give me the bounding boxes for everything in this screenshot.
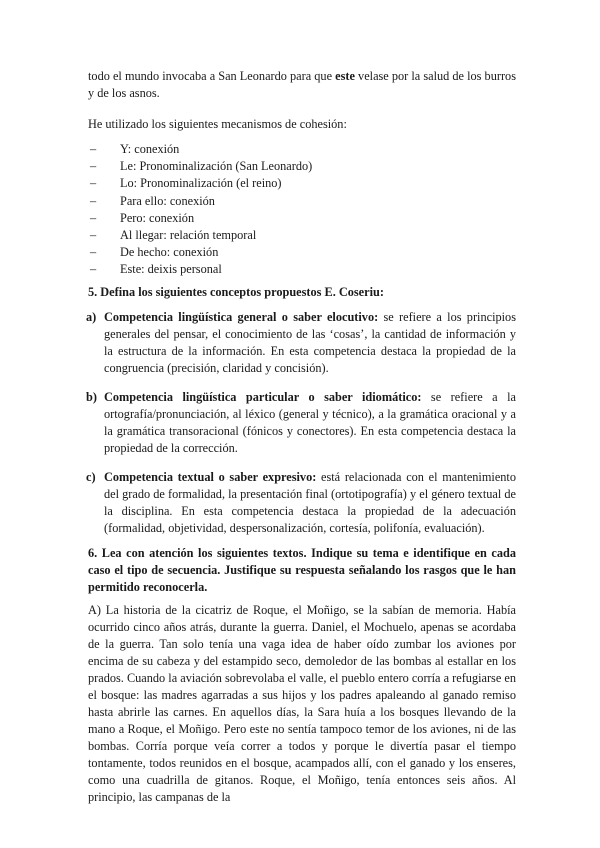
list-item [88, 158, 516, 175]
item-marker: b) [86, 390, 97, 404]
list-item [88, 141, 516, 158]
mechanisms-list [88, 141, 516, 279]
list-item [88, 227, 516, 244]
definition-text: se refiere a la ortografía/pronunciación, al léxico (general y técnico), a la gramática oracional y a la gramática transoracional (fónicos y conectores). En esta competencia destaca la propiedad de la corrección. [104, 390, 516, 455]
definition-item-b [86, 389, 516, 457]
dash-bullet: – [90, 210, 97, 225]
list-item-text: Pero: conexión [120, 210, 195, 225]
intro-text-end: velase por la salud de los burros y de los asnos. [88, 69, 516, 100]
mechanisms-intro: He utilizado los siguientes mecanismos de cohesión: [88, 117, 347, 131]
dash-bullet: – [90, 227, 97, 242]
list-item-text: Lo: Pronominalización (el reino) [120, 176, 282, 191]
dash-bullet: – [90, 262, 97, 277]
dash-bullet: – [90, 193, 97, 208]
list-item-text: Para ello: conexión [120, 193, 215, 208]
list-item-text: Le: Pronominalización (San Leonardo) [120, 159, 313, 174]
definition-item-c [86, 469, 516, 537]
definition-term: Competencia lingüística particular o saber idiomático: [104, 390, 422, 404]
dash-bullet: – [90, 142, 97, 156]
list-item-text: Al llegar: relación temporal [120, 227, 257, 242]
question-5-heading: 5. Defina los siguientes conceptos propuestos E. Coseriu: [88, 285, 384, 299]
dash-bullet: – [90, 245, 97, 260]
list-item [88, 210, 516, 227]
list-item-text: Este: deixis personal [120, 262, 222, 277]
list-item [88, 175, 516, 192]
item-marker: a) [86, 310, 97, 324]
list-item-text: Y: conexión [120, 142, 180, 156]
intro-text-start: todo el mundo invocaba a San Leonardo para que [88, 69, 336, 83]
definition-item-a [86, 309, 516, 377]
list-item [88, 261, 516, 278]
list-item [88, 244, 516, 261]
definition-term: Competencia textual o saber expresivo: [104, 470, 317, 484]
definition-term: Competencia lingüística general o saber elocutivo: [104, 310, 379, 324]
list-item [88, 193, 516, 210]
intro-emphasis: este [335, 69, 355, 83]
intro-paragraph [88, 68, 516, 102]
dash-bullet: – [90, 159, 97, 174]
item-marker: c) [86, 470, 96, 484]
definition-text: está relacionada con el mantenimiento del grado de formalidad, la presentación final (ortotipografía) y el género textual de la disciplina. En esta competencia destaca la propiedad de la adecuación (formalidad, objetividad, despersonalización, cortesía, polifonía, evaluación). [104, 470, 516, 535]
dash-bullet: – [90, 176, 97, 191]
question-6-heading: 6. Lea con atención los siguientes textos. Indique su tema e identifique en cada caso el tipo de secuencia. Justifique su respuesta señalando los rasgos que le han permitido reconocerla. [88, 546, 516, 594]
list-item-text: De hecho: conexión [120, 245, 219, 260]
text-a-paragraph: A) La historia de la cicatriz de Roque, el Moñigo, se la sabían de memoria. Había ocurrido cinco años atrás, durante la guerra. Daniel, el Mochuelo, apenas se acordaba de la guerra. Tan solo tenía una vaga idea de haber oído zumbar los aviones por encima de su cabeza y del estampido seco, demoledor de las bombas al estallar en los prados. Cuando la aviación sobrevolaba el valle, el pueblo entero corría a refugiarse en el bosque: las madres agarradas a sus hijos y los padres apaleando al ganado remiso hasta abrirle las carnes. En aquellos días, la Sara huía a los bosques llevando de la mano a Roque, el Moñigo. Pero este no sentía tampoco temor de los aviones, ni de las bombas. Corría porque veía correr a todos y porque le divertía pasar el tiempo tontamente, todos reunidos en el bosque, acampados allí, con el ganado y los enseres, como una cuadrilla de gitanos. Roque, el Moñigo, tenía entonces seis años. Al principio, las campanas de la [88, 603, 516, 804]
definition-text: se refiere a los principios generales del pensar, el conocimiento de las ‘cosas’, la cantidad de información y la estructura de la información. En esta competencia destaca la propiedad de la congruencia (precisión, claridad y concisión). [104, 310, 516, 375]
